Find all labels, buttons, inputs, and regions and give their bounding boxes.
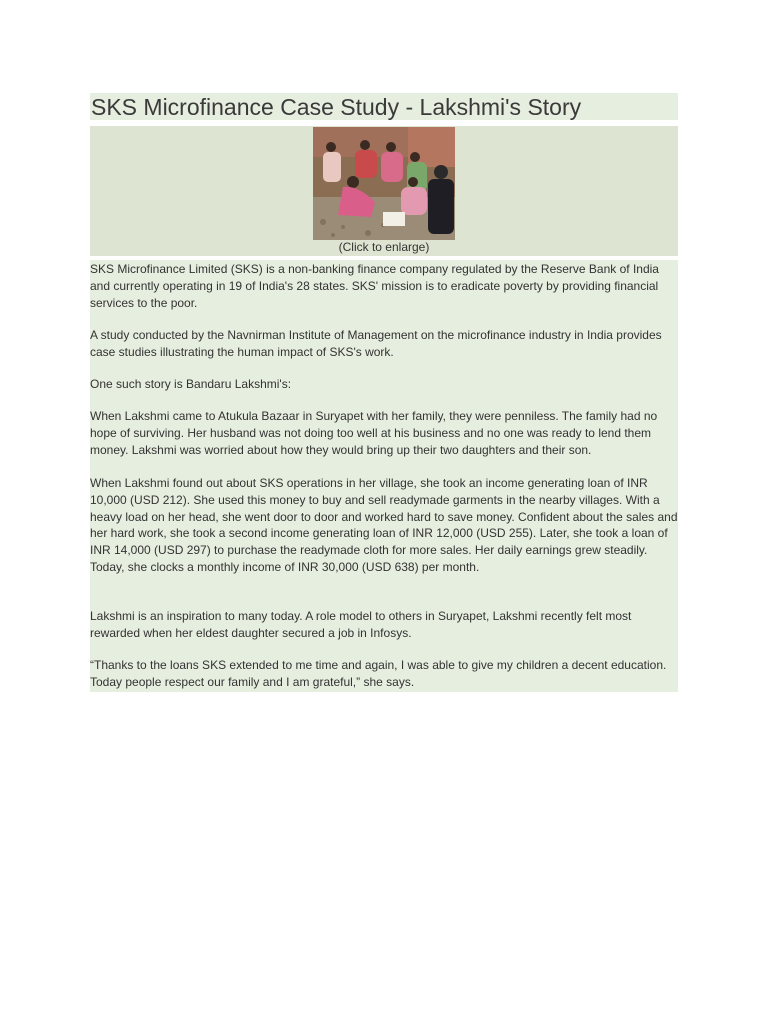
- image-panel: [90, 126, 678, 256]
- paragraph-5: When Lakshmi found out about SKS operations in her village, she took an income generating loan of INR 10,000 (USD 212). She used this money to buy and sell readymade garments in the nearby villages. With a heavy load on her head, she went door to door and worked hard to save money. Confident about the sales and her hard work, she took a second income generating loan of INR 12,000 (USD 255). Later, she took a loan of INR 14,000 (USD 297) to purchase the readymade cloth for more sales. Her daily earnings grew steadily. Today, she clocks a monthly income of INR 30,000 (USD 638) per month.: [90, 476, 678, 574]
- article-body: [90, 260, 678, 692]
- paragraph-7: “Thanks to the loans SKS extended to me time and again, I was able to give my children a decent education. Today people respect our family and I am grateful,” she says.: [90, 658, 667, 689]
- paragraph-2: A study conducted by the Navnirman Institute of Management on the microfinance industry in India provides case studies illustrating the human impact of SKS's work.: [90, 328, 662, 359]
- paragraph-6: Lakshmi is an inspiration to many today. A role model to others in Suryapet, Lakshmi recently felt most rewarded when her eldest daughter secured a job in Infosys.: [90, 609, 632, 640]
- paragraph-1: SKS Microfinance Limited (SKS) is a non-banking finance company regulated by the Reserve Bank of India and currently operating in 19 of India's 28 states. SKS' mission is to eradicate poverty by providing financial services to the poor.: [90, 262, 659, 310]
- paragraph-4: When Lakshmi came to Atukula Bazaar in Suryapet with her family, they were penniless. The family had no hope of surviving. Her husband was not doing too well at his business and no one was ready to lend them money. Lakshmi was worried about how they would bring up their two daughters and their son.: [90, 409, 658, 457]
- page-title: SKS Microfinance Case Study - Lakshmi's Story: [91, 94, 582, 120]
- image-caption[interactable]: (Click to enlarge): [338, 240, 430, 254]
- title-bar: [90, 93, 678, 120]
- paragraph-3: One such story is Bandaru Lakshmi's:: [90, 377, 292, 391]
- article-photo[interactable]: [313, 127, 455, 240]
